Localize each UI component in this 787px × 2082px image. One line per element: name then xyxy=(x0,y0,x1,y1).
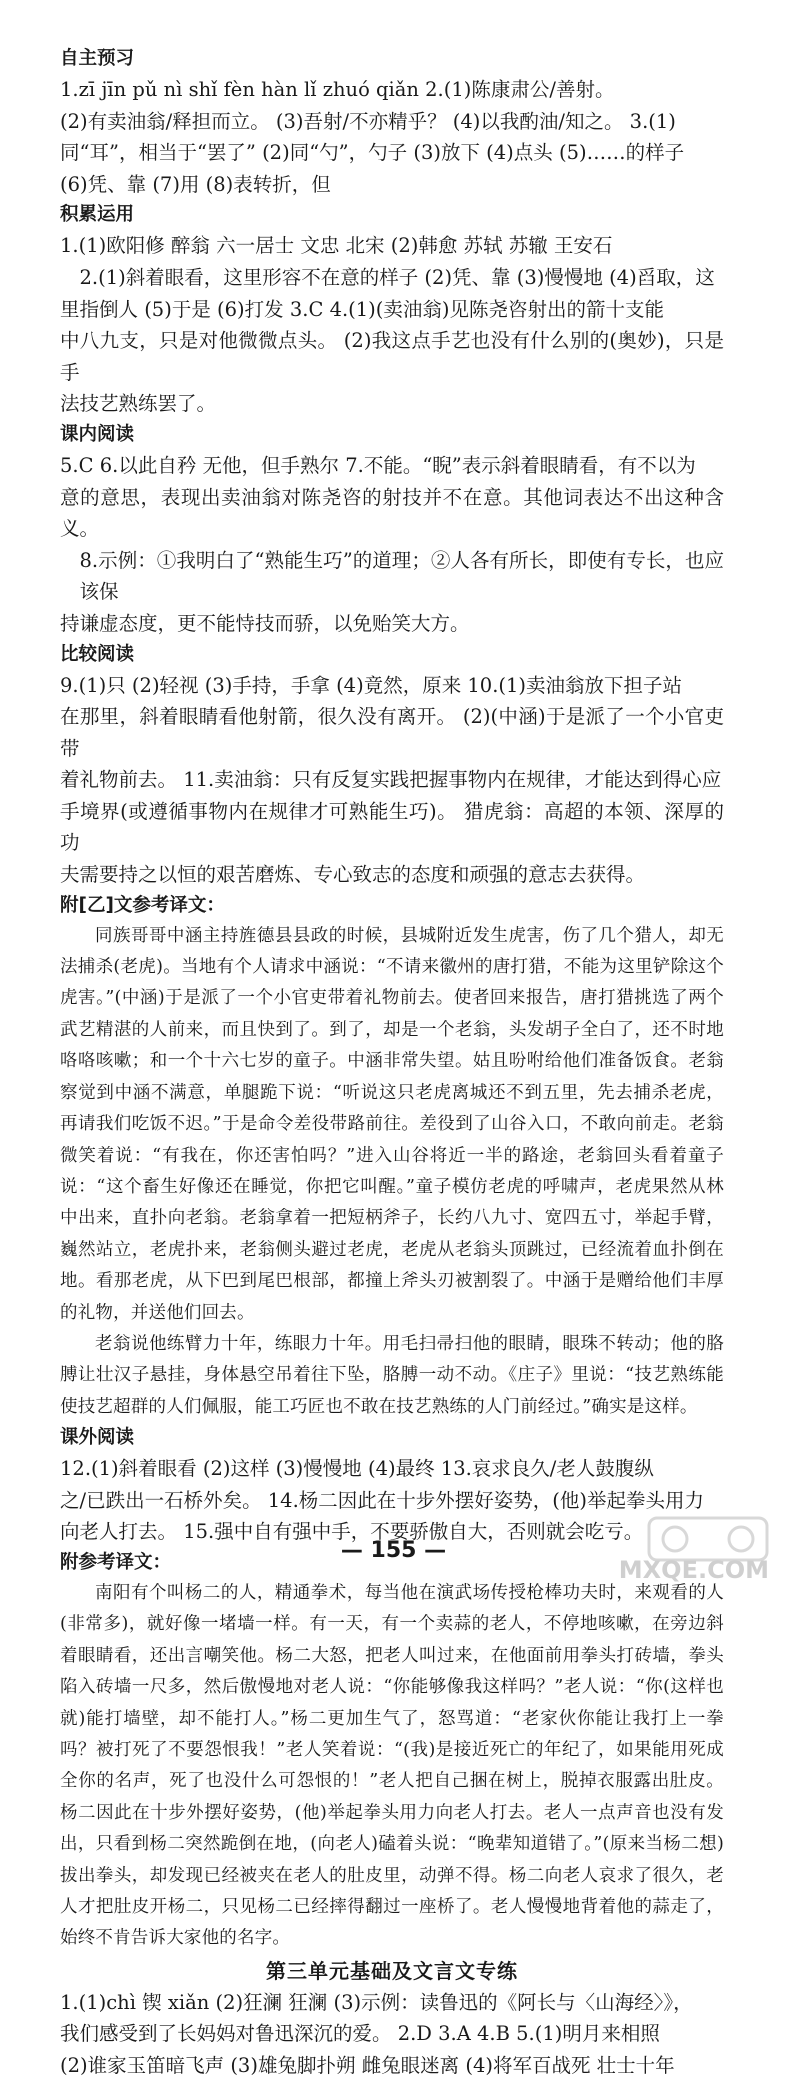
section-zizhu xyxy=(60,44,724,200)
section-kenei xyxy=(60,420,724,640)
answer-line: (6)凭、靠 (7)用 (8)表转折，但 xyxy=(60,172,331,196)
section-jilei xyxy=(60,200,724,420)
watermark-text: MXQE.COM xyxy=(618,1556,769,1584)
page-number: — 155 — xyxy=(340,1538,447,1563)
answer-line: 9.(1)只 (2)轻视 (3)手持，手拿 (4)竟然，原来 10.(1)卖油翁放下担子站 xyxy=(60,673,683,697)
answer-line: 着礼物前去。 11.卖油翁：只有反复实践把握事物内在规律，才能达到得心应 xyxy=(60,768,722,792)
section-title: 比较阅读 xyxy=(60,643,135,665)
answer-line: 在那里，斜着眼睛看他射箭，很久没有离开。 (2)(中涵)于是派了一个小官吏带 xyxy=(60,705,724,760)
answer-line: 中八九支，只是对他微微点头。 (2)我这点手艺也没有什么别的(奥妙)，只是手 xyxy=(60,329,724,384)
answer-line: 我们感受到了长妈妈对鲁迅深沉的爱。 2.D 3.A 4.B 5.(1)明月来相照 xyxy=(60,2022,660,2046)
section-title: 附参考译文： xyxy=(60,1551,172,1573)
answer-line: 手境界(或遵循事物内在规律才可熟能生巧)。 猎虎翁：高超的本领、深厚的功 xyxy=(60,799,724,855)
section-title: 附[乙]文参考译文： xyxy=(60,894,225,916)
answer-line: 夫需要持之以恒的艰苦磨炼、专心致志的态度和顽强的意志去获得。 xyxy=(60,863,646,887)
answer-line: 法技艺熟练罢了。 xyxy=(60,392,217,416)
section-unit3 xyxy=(60,1955,724,2082)
section-title: 自主预习 xyxy=(60,48,135,69)
translation-paragraph: 南阳有个叫杨二的人，精通拳术，每当他在演武场传授枪棒功夫时，来观看的人(非常多)，就好像一堵墙一样。有一天，有一个卖蒜的老人，不停地咳嗽，在旁边斜着眼睛看，还出言嘲笑他。杨二大怒，把老人叫过来，在他面前用拳头打砖墙，拳头陷入砖墙一尺多，然后傲慢地对老人说：“你能够像我这样吗？”老人说：“你(这样也就)能打墙壁，却不能打人。”杨二更加生气了，怒骂道：“老家伙你能让我打上一拳吗？被打死了不要怨恨我！”老人笑着说：“(我)是接近死亡的年纪了，如果能用死成全你的名声，死了也没什么可怨恨的！”老人把自己捆在树上，脱掉衣服露出肚皮。杨二因此在十步外摆好姿势，(他)举起拳头用力向老人打去。老人一点声音也没有发出，只看到杨二突然跪倒在地，(向老人)磕着头说：“晚辈知道错了。”(原来当杨二想)拔出拳头，却发现已经被夹在老人的肚皮里，动弹不得。杨二向老人哀求了很久，老人才把肚皮开杨二，只见杨二已经摔得翻过一座桥了。老人慢慢地背着他的蒜走了，始终不肯告诉大家他的名字。 xyxy=(60,1582,724,1949)
answer-line: 8.示例：①我明白了“熟能生巧”的道理；②人各有所长，即使有专长，也应该保 xyxy=(79,548,724,604)
section-title: 课内阅读 xyxy=(60,423,135,445)
answer-line: 里指倒人 (5)于是 (6)打发 3.C 4.(1)(卖油翁)见陈尧咨射出的箭十支能 xyxy=(60,297,665,321)
answer-line: (2)谁家玉笛暗飞声 (3)雄兔脚扑朔 雌兔眼迷离 (4)将军百战死 壮士十年 xyxy=(60,2054,675,2077)
answer-line: 持谦虚态度，更不能恃技而骄，以免贻笑大方。 xyxy=(60,611,470,635)
answer-line: 向老人打去。 15.强中自有强中手，不要骄傲自大，否则就会吃亏。 xyxy=(60,1520,644,1544)
section-title: 课外阅读 xyxy=(60,1427,135,1449)
section-bijiao xyxy=(60,640,724,891)
answer-line: 1.zī jīn pǔ nì shǐ fèn hàn lǐ zhuó qiǎn 2.(1)陈康肃公/善射。 xyxy=(60,78,615,101)
translation-paragraph: 老翁说他练臂力十年，练眼力十年。用毛扫帚扫他的眼睛，眼珠不转动；他的胳膊让壮汉子悬挂，身体悬空吊着往下坠，胳膊一动不动。《庄子》里说：“技艺熟练能使技艺超群的人们佩服，能工巧匠也不敢在技艺熟练的人门前经过。”确实是这样。 xyxy=(60,1333,724,1417)
answer-line: 意的意思，表现出卖油翁对陈尧咨的射技并不在意。其他词表达不出这种含义。 xyxy=(60,485,724,541)
answer-line: 2.(1)斜着眼看，这里形容不在意的样子 (2)凭、靠 (3)慢慢地 (4)舀取，这 xyxy=(79,265,715,289)
answer-line: 12.(1)斜着眼看 (2)这样 (3)慢慢地 (4)最终 13.哀求良久/老人鼓腹纵 xyxy=(60,1457,654,1481)
answer-line: 5.C 6.以此自矜 无他，但手熟尔 7.不能。“睨”表示斜着眼睛看，有不以为 xyxy=(60,453,696,477)
section-fu-yi-translation xyxy=(60,891,724,1424)
answer-line: 1.(1)chì 锲 xiǎn (2)狂澜 狂澜 (3)示例：读鲁迅的《阿长与〈山海经〉》， xyxy=(60,1990,693,2014)
watermark-logo xyxy=(618,1514,773,1588)
translation-paragraph: 同族哥哥中涵主持旌德县县政的时候，县城附近发生虎害，伤了几个猎人，却无法捕杀(老虎)。当地有个人请求中涵说：“不请来徽州的唐打猎，不能为这里铲除这个虎害。”(中涵)于是派了一个小官吏带着礼物前去。使者回来报告，唐打猎挑选了两个武艺精湛的人前来，而且快到了。到了，却是一个老翁，头发胡子全白了，还不时地咯咯咳嗽；和一个十六七岁的童子。中涵非常失望。姑且吩咐给他们准备饭食。老翁察觉到中涵不满意，单腿跪下说：“听说这只老虎离城还不到五里，先去捕杀老虎，再请我们吃饭不迟。”于是命令差役带路前往。差役到了山谷入口，不敢向前走。老翁微笑着说：“有我在，你还害怕吗？”进入山谷将近一半的路途，老翁回头看着童子说：“这个畜生好像还在睡觉，你把它叫醒。”童子模仿老虎的呼啸声，老虎果然从林中出来，直扑向老翁。老翁拿着一把短柄斧子，长约八九寸、宽四五寸，举起手臂，巍然站立，老虎扑来，老翁侧头避过老虎，老虎从老翁头顶跳过，已经流着血扑倒在地。看那老虎，从下巴到尾巴根部，都撞上斧头刃被割裂了。中涵于是赠给他们丰厚的礼物，并送他们回去。 xyxy=(60,925,724,1323)
answer-line: (2)有卖油翁/释担而立。 (3)吾射/不亦精乎？ (4)以我酌油/知之。 3.(1) xyxy=(60,109,676,133)
section-fu-can-translation xyxy=(60,1548,724,1955)
section-kewai xyxy=(60,1423,724,1548)
section-title: 积累运用 xyxy=(60,204,135,226)
answer-line: 同“耳”，相当于“罢了” (2)同“勺”，勺子 (3)放下 (4)点头 (5)……的样子 xyxy=(60,141,685,165)
unit-title: 第三单元基础及文言文专练 xyxy=(266,1958,518,1983)
answer-page xyxy=(60,44,724,2082)
answer-line: 之/已跌出一石桥外矣。 14.杨二因此在十步外摆好姿势，(他)举起拳头用力 xyxy=(60,1488,704,1512)
answer-line: 1.(1)欧阳修 醉翁 六一居士 文忠 北宋 (2)韩愈 苏轼 苏辙 王安石 xyxy=(60,234,613,258)
